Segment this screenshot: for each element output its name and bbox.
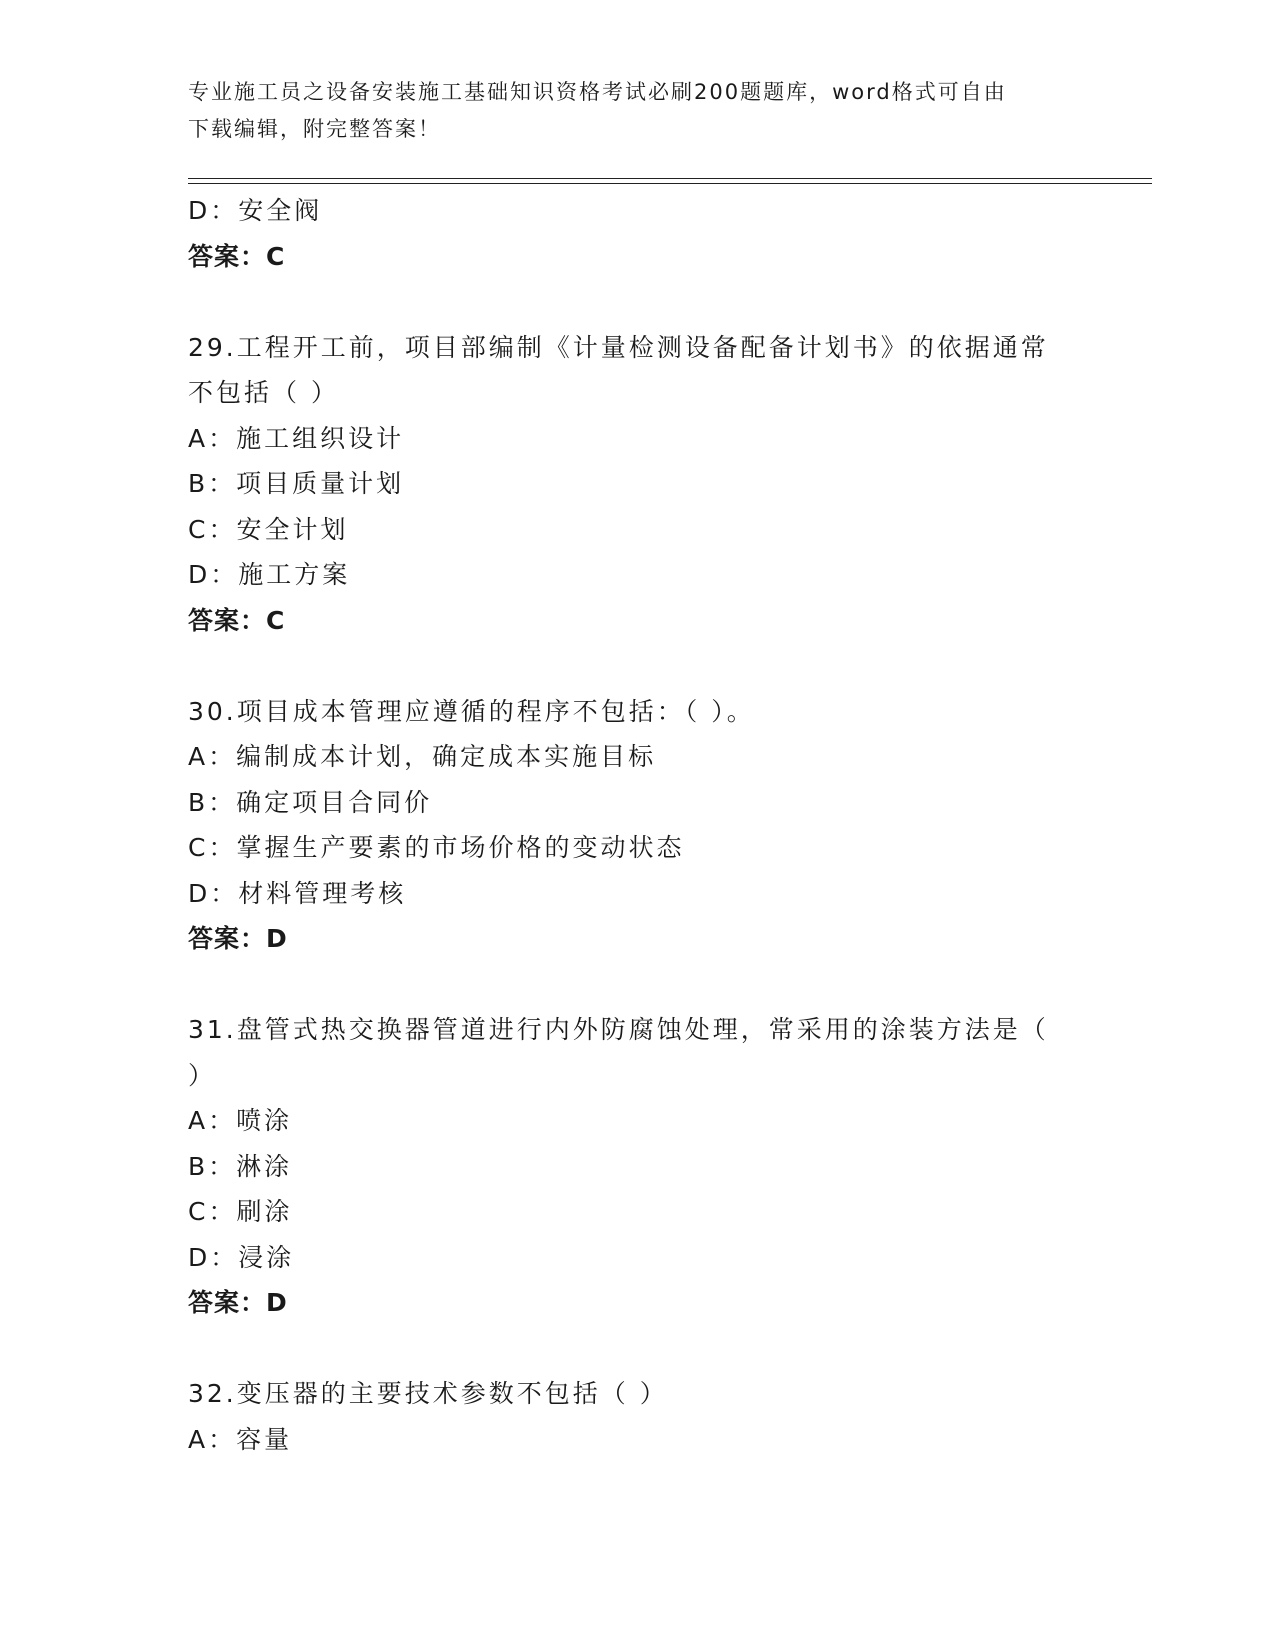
question-stem: 32.变压器的主要技术参数不包括（ ）: [188, 1379, 668, 1408]
option-a: A：容量: [188, 1424, 293, 1454]
question-stem-continued: ）: [188, 1060, 217, 1090]
option-d: D：材料管理考核: [188, 878, 407, 908]
header-line-1: 专业施工员之设备安装施工基础知识资格考试必刷200题题库，word格式可自由: [188, 80, 1007, 104]
question-32: [188, 1371, 1088, 1462]
answer-line: 答案：D: [188, 924, 288, 953]
option-d: D：施工方案: [188, 560, 351, 589]
header-divider-bottom: [188, 183, 1152, 184]
option-c: C：掌握生产要素的市场价格的变动状态: [188, 833, 685, 862]
question-stem: 30.项目成本管理应遵循的程序不包括：（ ）。: [188, 696, 755, 726]
option-a: A：喷涂: [188, 1106, 293, 1135]
spacer: [188, 279, 1088, 325]
option-b: B：确定项目合同价: [188, 787, 433, 817]
spacer: [188, 643, 1088, 689]
option-c: C：安全计划: [188, 514, 349, 544]
question-30: [188, 689, 1088, 962]
answer-line: 答案：C: [188, 605, 286, 635]
question-stem-continued: 不包括（ ）: [188, 378, 339, 407]
option-d: D：安全阀: [188, 196, 323, 225]
document-header: [188, 74, 1068, 148]
option-b: B：项目质量计划: [188, 469, 405, 498]
answer-line: 答案：D: [188, 1288, 288, 1317]
question-29: [188, 325, 1088, 644]
answer-line: 答案：C: [188, 241, 286, 271]
option-a: A：施工组织设计: [188, 423, 405, 453]
question-stem: 31.盘管式热交换器管道进行内外防腐蚀处理，常采用的涂装方法是（: [188, 1015, 1049, 1044]
spacer: [188, 1326, 1088, 1372]
option-c: C：刷涂: [188, 1197, 293, 1226]
question-list: [188, 188, 1088, 1462]
option-b: B：淋涂: [188, 1151, 293, 1181]
option-d: D：浸涂: [188, 1242, 295, 1272]
option-a: A：编制成本计划，确定成本实施目标: [188, 742, 657, 771]
header-line-2: 下载编辑，附完整答案！: [188, 117, 441, 141]
question-31: [188, 1007, 1088, 1326]
spacer: [188, 962, 1088, 1008]
question-stem: 29.工程开工前，项目部编制《计量检测设备配备计划书》的依据通常: [188, 332, 1049, 362]
header-divider-top: [188, 178, 1152, 179]
